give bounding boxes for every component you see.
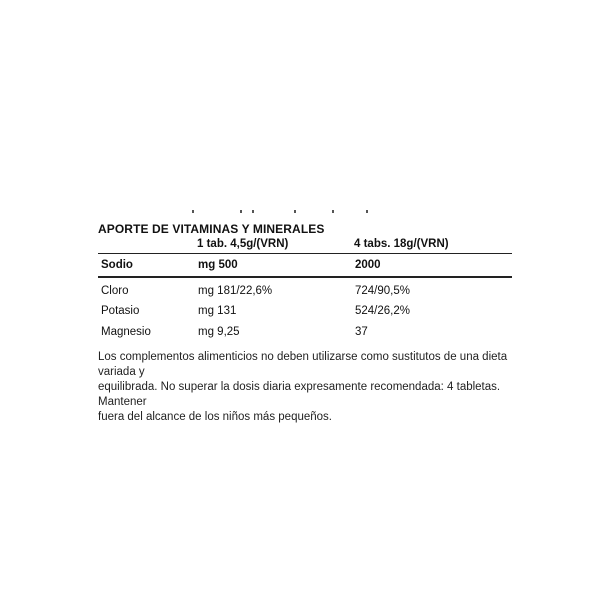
row-per-tablet: mg 181/22,6% [198, 285, 273, 297]
column-header-per-tablet: 1 tab. 4,5g/(VRN) [197, 238, 289, 250]
row-per-four: 37 [355, 326, 368, 338]
table-row-potasio [98, 305, 512, 323]
row-name: Sodio [101, 259, 133, 271]
row-per-four: 524/26,2% [355, 305, 410, 317]
row-name: Magnesio [101, 326, 151, 338]
table-top-rule [98, 253, 512, 254]
row-per-tablet: mg 500 [198, 259, 238, 271]
row-per-tablet: mg 131 [198, 305, 237, 317]
notice-line: Los complementos alimenticios no deben utilizarse como sustitutos de una dieta variada y [98, 351, 508, 378]
notice-line: equilibrada. No superar la dosis diaria expresamente recomendada: 4 tabletas. Mantener [98, 381, 501, 408]
table-divider-rule [98, 276, 512, 278]
row-per-tablet: mg 9,25 [198, 326, 240, 338]
warning-notice [98, 350, 514, 425]
table-row-sodio [98, 259, 512, 277]
row-per-four: 724/90,5% [355, 285, 410, 297]
table-row-magnesio [98, 326, 512, 344]
row-name: Potasio [101, 305, 140, 317]
cropped-text-fragments [180, 210, 380, 214]
row-per-four: 2000 [355, 259, 381, 271]
notice-line: fuera del alcance de los niños más pequeños. [98, 411, 332, 423]
column-header-per-four-tablets: 4 tabs. 18g/(VRN) [354, 238, 449, 250]
section-title: APORTE DE VITAMINAS Y MINERALES [98, 222, 325, 236]
table-row-cloro [98, 285, 512, 303]
row-name: Cloro [101, 285, 129, 297]
